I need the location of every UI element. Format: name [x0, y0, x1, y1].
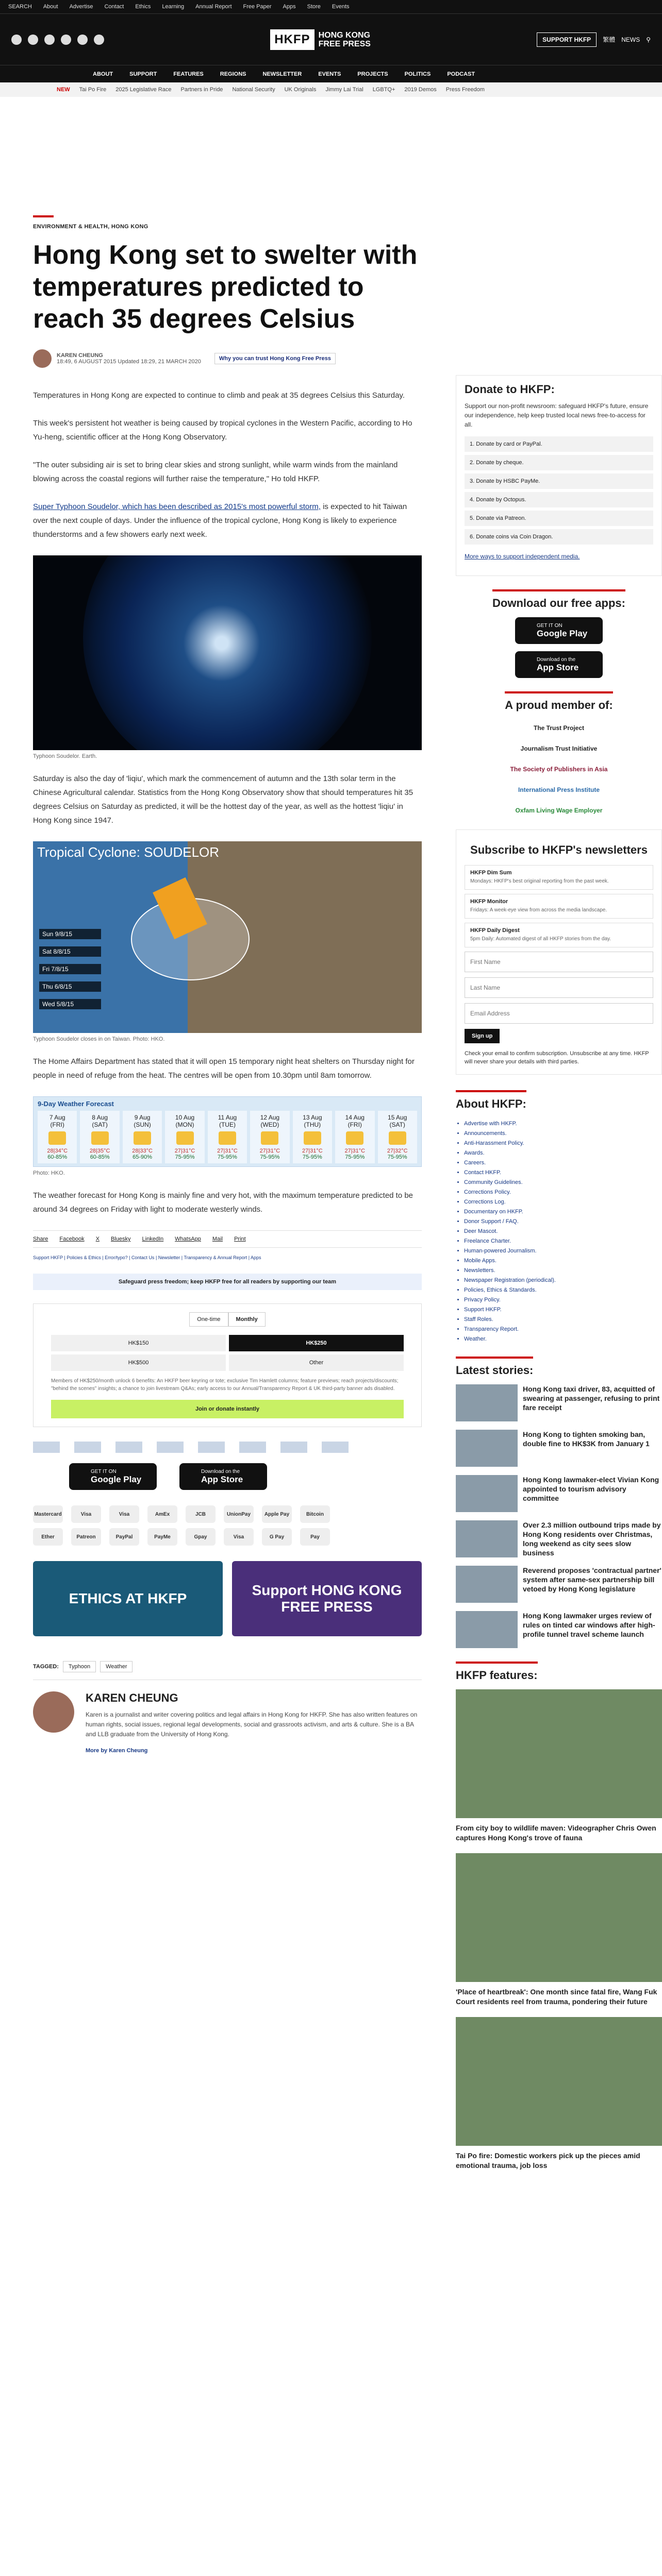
sidebar [456, 97, 662, 2181]
badge-big: Google Play [537, 628, 588, 638]
story-headline[interactable]: Hong Kong lawmaker-elect Vivian Kong appointed to tourism advisory committee [523, 1476, 659, 1502]
story-thumbnail[interactable] [456, 1430, 518, 1467]
site-header [0, 13, 662, 65]
app-store-badge[interactable] [179, 1463, 267, 1490]
forecast-day [378, 1111, 417, 1163]
payment-methods [33, 1505, 422, 1546]
top-utility-bar [0, 0, 662, 13]
about-link[interactable]: • Corrections Policy. [464, 1189, 662, 1196]
newsletter-option[interactable] [465, 865, 653, 890]
paragraph: Saturday is also the day of 'liqiu', which mark the commencement of autumn and the 13th solar term in the Chinese Agricultural calendar. Statistics from the Hong Kong Observatory show that should temperatures hit 35 degrees Celsius on Saturday as predicted, it will be the hottest day of the year, as well as the hottest 'liqiu' in Hong Kong since 1947. [33, 774, 413, 825]
language-link[interactable]: 繁體 [603, 36, 616, 43]
nav-item[interactable]: ABOUT [93, 71, 113, 77]
ethics-promo[interactable]: ETHICS AT HKFP [33, 1561, 223, 1636]
forecast-temp: 27|31°C [259, 1148, 280, 1154]
logo-line: FREE PRESS [318, 39, 371, 48]
image-caption: Typhoon Soudelor closes in on Taiwan. Photo: HKO. [33, 1036, 165, 1042]
about-link[interactable]: • Donor Support / FAQ. [464, 1218, 662, 1226]
payment-logo: AmEx [147, 1505, 177, 1523]
image-caption: Photo: HKO. [33, 1170, 65, 1176]
nav-item[interactable]: SUPPORT [129, 71, 157, 77]
payment-logo: Mastercard [33, 1505, 63, 1523]
more-by-author-link[interactable]: More by Karen Cheung [86, 1748, 148, 1754]
trending-item[interactable]: Press Freedom [445, 87, 485, 93]
trust-button[interactable]: Why you can trust Hong Kong Free Press [214, 353, 336, 364]
topbar-item[interactable]: Events [332, 4, 350, 10]
member-logo[interactable]: The Trust Project [533, 724, 585, 732]
topbar-item[interactable]: Free Paper [243, 4, 272, 10]
partner-logo [198, 1442, 225, 1453]
support-links[interactable]: Support HKFP | Policies & Ethics | Error/typo? | Contact Us | Newsletter | Transparency & Annual Report | Apps [33, 1255, 261, 1260]
latest-story[interactable] [456, 1566, 662, 1603]
trending-bar [0, 82, 662, 97]
about-link[interactable]: • Announcements. [464, 1130, 662, 1138]
image-caption: Typhoon Soudelor. Earth. [33, 753, 97, 759]
forecast-weekday: (THU) [304, 1121, 321, 1128]
topbar-item[interactable]: Annual Report [195, 4, 232, 10]
share-label: Share [33, 1236, 48, 1242]
nav-item[interactable]: FEATURES [173, 71, 204, 77]
share-whatsapp[interactable]: WhatsApp [175, 1236, 201, 1242]
newsletter-box [456, 829, 662, 1075]
feature-story[interactable] [456, 2017, 662, 2171]
weather-icon [261, 1131, 278, 1145]
author-name[interactable]: KAREN CHEUNG [57, 352, 103, 359]
story-thumbnail[interactable] [456, 1520, 518, 1557]
cyclone-track-map [33, 841, 422, 1033]
share-linkedin[interactable]: LinkedIn [142, 1236, 164, 1242]
map-point-label: Sun 9/8/15 [39, 929, 101, 939]
topbar-item[interactable]: Advertise [69, 4, 93, 10]
share-bluesky[interactable]: Bluesky [111, 1236, 131, 1242]
about-link[interactable]: • Newsletters. [464, 1267, 662, 1275]
share-print[interactable]: Print [234, 1236, 246, 1242]
forecast-humidity: 75-95% [387, 1154, 407, 1160]
typhoon-satellite-image [33, 555, 422, 750]
feature-headline[interactable]: From city boy to wildlife maven: Videographer Chris Owen captures Hong Kong's trove of fauna [456, 1824, 656, 1842]
forecast-temp: 27|31°C [217, 1148, 238, 1154]
amount-option[interactable]: Other [229, 1354, 404, 1371]
trending-item[interactable]: 2025 Legislative Race [115, 87, 172, 93]
newsletter-desc: Fridays: A week-eye view from across the media landscape. [470, 907, 607, 913]
forecast-day [80, 1111, 119, 1163]
article-title: Hong Kong set to swelter with temperatures predicted to reach 35 degrees Celsius [33, 240, 418, 334]
sidebar-heading: Latest stories: [456, 1357, 533, 1377]
about-link[interactable]: • Support HKFP. [464, 1306, 662, 1314]
payment-logo: Apple Pay [262, 1505, 292, 1523]
story-thumbnail[interactable] [456, 1566, 518, 1603]
facebook-icon[interactable] [11, 35, 22, 45]
about-link[interactable]: • Newspaper Registration (periodical). [464, 1277, 662, 1284]
article-category[interactable]: ENVIRONMENT & HEALTH, HONG KONG [33, 224, 148, 230]
sidebar-heading: A proud member of: [505, 691, 613, 712]
newsletter-desc: 5pm Daily: Automated digest of all HKFP stories from the day. [470, 936, 611, 942]
about-link[interactable]: • Deer Mascot. [464, 1228, 662, 1235]
tags-label: TAGGED: [33, 1664, 59, 1670]
story-thumbnail[interactable] [456, 1384, 518, 1421]
partner-logo [33, 1442, 60, 1453]
payment-logo: PayMe [147, 1528, 177, 1546]
forecast-weekday: (SAT) [389, 1121, 405, 1128]
google-play-badge[interactable] [515, 617, 603, 644]
support-promo[interactable]: Support HONG KONG FREE PRESS [232, 1561, 422, 1636]
forecast-date: 12 Aug [260, 1114, 280, 1121]
trending-label: NEW [57, 87, 70, 93]
signup-button[interactable]: Sign up [465, 1029, 500, 1043]
forecast-humidity: 75-95% [218, 1154, 237, 1160]
latest-story[interactable] [456, 1520, 662, 1557]
forecast-date: 11 Aug [218, 1114, 237, 1121]
story-headline[interactable]: Hong Kong to tighten smoking ban, double fine to HK$3K from January 1 [523, 1430, 650, 1448]
youtube-icon[interactable] [61, 35, 71, 45]
support-banner[interactable]: Safeguard press freedom; keep HKFP free for all readers by supporting our team [33, 1274, 422, 1290]
sidebar-heading: Donate to HKFP: [465, 383, 555, 396]
forecast-day [38, 1111, 77, 1163]
story-headline[interactable]: Hong Kong lawmaker urges review of rules on tinted car windows after high-profile tunnel travel scheme launch [523, 1612, 655, 1638]
donate-option[interactable]: 4. Donate by Octopus. [465, 492, 653, 507]
about-link[interactable]: • Mobile Apps. [464, 1257, 662, 1265]
member-logo[interactable]: The Society of Publishers in Asia [510, 766, 608, 773]
about-link[interactable]: • Policies, Ethics & Standards. [464, 1286, 662, 1294]
payment-logo: Pay [300, 1528, 330, 1546]
support-hkfp-button[interactable]: SUPPORT HKFP [537, 32, 597, 47]
forecast-date: 7 Aug [49, 1114, 65, 1121]
forecast-humidity: 75-95% [302, 1154, 322, 1160]
forecast-date: 15 Aug [388, 1114, 407, 1121]
author-avatar[interactable] [33, 349, 52, 368]
news-link[interactable]: NEWS [621, 36, 640, 43]
newsletter-desc: Mondays: HKFP's best original reporting from the past week. [470, 878, 609, 884]
badge-small: Download on the [537, 656, 576, 663]
weather-icon [219, 1131, 236, 1145]
forecast-humidity: 65-90% [133, 1154, 153, 1160]
about-link[interactable]: • Advertise with HKFP. [464, 1120, 662, 1128]
paragraph [33, 500, 422, 541]
promo-banners [33, 1561, 422, 1636]
topbar-item[interactable]: Store [307, 4, 321, 10]
payment-logo: Visa [71, 1505, 101, 1523]
nav-item[interactable]: PODCAST [447, 71, 475, 77]
newsletter-option[interactable] [465, 894, 653, 919]
sidebar-heading: HKFP features: [456, 1662, 538, 1682]
donate-sidebar-box [456, 375, 662, 576]
tag[interactable]: Typhoon [63, 1661, 96, 1672]
about-link[interactable]: • Weather. [464, 1335, 662, 1343]
instagram-icon[interactable] [44, 35, 55, 45]
author-bio-text: Karen is a journalist and writer covering politics and legal affairs in Hong Kong for HKFP. She has also written features on human rights, social issues, regional legal developments, social and grassroots activism, and arts & culture. She is a BA and LLB graduate from the University of Hong Kong. [86, 1711, 418, 1738]
paragraph: This week's persistent hot weather is being caused by tropical cyclones in the Western Pacific, according to Ho Yu-heng, scientific officer at the Hong Kong Observatory. [33, 419, 412, 442]
nav-item[interactable]: NEWSLETTER [262, 71, 302, 77]
partner-logo [157, 1442, 184, 1453]
story-thumbnail[interactable] [456, 1611, 518, 1648]
forecast-date: 9 Aug [134, 1114, 151, 1121]
forecast-temp: 27|32°C [387, 1148, 408, 1154]
about-list [456, 1120, 662, 1343]
last-name-input[interactable] [465, 977, 653, 998]
donate-option[interactable]: 1. Donate by card or PayPal. [465, 436, 653, 452]
forecast-temp: 27|31°C [302, 1148, 323, 1154]
partner-logo [74, 1442, 101, 1453]
author-bio [33, 1691, 422, 1755]
weather-icon [304, 1131, 321, 1145]
about-link[interactable]: • Documentary on HKFP. [464, 1208, 662, 1216]
forecast-weekday: (TUE) [219, 1121, 236, 1128]
category-accent [33, 215, 54, 217]
app-store-badge[interactable] [515, 651, 603, 678]
payment-logo: Gpay [186, 1528, 216, 1546]
email-input[interactable] [465, 1003, 653, 1024]
trending-item[interactable]: Jimmy Lai Trial [325, 87, 363, 93]
about-link[interactable]: • Anti-Harassment Policy. [464, 1140, 662, 1147]
member-logo[interactable]: International Press Institute [518, 786, 600, 793]
x-icon[interactable] [28, 35, 38, 45]
payment-logo: PayPal [109, 1528, 139, 1546]
first-name-input[interactable] [465, 952, 653, 972]
donate-text: Support our non-profit newsroom: safeguard HKFP's future, ensure our independence, help keep trusted local news free-to-access for all. [465, 402, 649, 428]
feature-story[interactable] [456, 1689, 662, 1843]
forecast-header: 9-Day Weather Forecast [38, 1100, 114, 1108]
map-point-label: Thu 6/8/15 [39, 981, 101, 992]
member-logo[interactable]: Journalism Trust Initiative [520, 745, 598, 752]
nav-item[interactable]: EVENTS [318, 71, 341, 77]
forecast-temp: 27|31°C [344, 1148, 366, 1154]
trending-item[interactable]: LGBTQ+ [372, 87, 395, 93]
tag[interactable]: Weather [100, 1661, 133, 1672]
about-link[interactable]: • Human-powered Journalism. [464, 1247, 662, 1255]
forecast-weekday: (FRI) [50, 1121, 64, 1128]
about-link[interactable]: • Awards. [464, 1149, 662, 1157]
feature-image[interactable] [456, 2017, 662, 2146]
share-bar [33, 1230, 422, 1248]
donate-option[interactable]: 6. Donate coins via Coin Dragon. [465, 529, 653, 545]
nav-item[interactable]: PROJECTS [357, 71, 388, 77]
threads-icon[interactable] [94, 35, 104, 45]
story-headline[interactable]: Over 2.3 million outbound trips made by Hong Kong residents over Christmas, long weekend as city sees slow business [523, 1521, 661, 1557]
forecast-humidity: 75-95% [260, 1154, 280, 1160]
google-play-badge[interactable] [69, 1463, 157, 1490]
social-links [11, 35, 104, 45]
badge-big: Google Play [91, 1474, 142, 1484]
feature-story[interactable] [456, 1853, 662, 2007]
weather-icon [134, 1131, 151, 1145]
topbar-item[interactable]: Learning [162, 4, 185, 10]
forecast-weekday: (FRI) [347, 1121, 362, 1128]
article-main [33, 97, 422, 2181]
latest-story[interactable] [456, 1384, 662, 1421]
payment-logo: Visa [109, 1505, 139, 1523]
partner-logos [33, 1442, 422, 1453]
member-benefits-note: Members of HK$250/month unlock 6 benefits: An HKFP beer keyring or tote; exclusive Tim Hamlett columns; feature previews; reach projects/discounts; "behind the scenes" insights; a chance to join livestream Q&As; early access to our Annual/Transparency Report & UK third-party banner ads disabled. [51, 1378, 399, 1392]
about-link[interactable]: • Corrections Log. [464, 1198, 662, 1206]
byline [33, 349, 422, 368]
newsletter-name: HKFP Monitor [470, 899, 508, 905]
share-facebook[interactable]: Facebook [59, 1236, 85, 1242]
topbar-item[interactable]: Apps [283, 4, 296, 10]
join-button[interactable]: Join or donate instantly [51, 1400, 404, 1418]
about-link[interactable]: • Careers. [464, 1159, 662, 1167]
forecast-weekday: (WED) [260, 1121, 279, 1128]
latest-story[interactable] [456, 1430, 662, 1467]
feature-headline[interactable]: Tai Po fire: Domestic workers pick up the pieces amid emotional trauma, job loss [456, 2151, 640, 2170]
badge-big: App Store [201, 1474, 243, 1484]
member-logo[interactable]: Oxfam Living Wage Employer [515, 807, 603, 814]
newsletter-title: Subscribe to HKFP's newsletters [470, 843, 648, 856]
weather-icon [48, 1131, 66, 1145]
forecast-day [208, 1111, 247, 1163]
forecast-humidity: 60-85% [90, 1154, 110, 1160]
amount-option-selected[interactable]: HK$250 [229, 1335, 404, 1351]
tag-list [33, 1661, 422, 1680]
payment-logo: Bitcoin [300, 1505, 330, 1523]
sidebar-heading: Download our free apps: [492, 589, 625, 610]
forecast-temp: 28|34°C [47, 1148, 68, 1154]
map-point-label: Sat 8/8/15 [39, 946, 101, 957]
payment-logo: JCB [186, 1505, 216, 1523]
forecast-date: 14 Aug [345, 1114, 365, 1121]
paragraph-text: is expected to hit Taiwan over the next couple of days. Under the influence of the tropical cyclone, Hong Kong is likely to experience thunderstorms and a few showers early next week. [33, 502, 407, 539]
main-nav [0, 65, 662, 82]
payment-logo: Patreon [71, 1528, 101, 1546]
about-link[interactable]: • Staff Roles. [464, 1316, 662, 1324]
latest-story[interactable] [456, 1475, 662, 1512]
forecast-temp: 27|31°C [174, 1148, 195, 1154]
donate-option[interactable]: 2. Donate by cheque. [465, 455, 653, 470]
feature-image[interactable] [456, 1853, 662, 1982]
forecast-day [165, 1111, 204, 1163]
amount-option[interactable]: HK$150 [51, 1335, 226, 1351]
nav-item[interactable]: POLITICS [404, 71, 431, 77]
payment-logo: UnionPay [224, 1505, 254, 1523]
linkedin-icon[interactable] [77, 35, 88, 45]
story-thumbnail[interactable] [456, 1475, 518, 1512]
partner-logo [115, 1442, 142, 1453]
share-x[interactable]: X [95, 1236, 100, 1242]
paragraph: "The outer subsiding air is set to bring clear skies and strong sunlight, while warm winds from the mainland blowing across the coastal regions will further raise the temperature," Ho told HKFP. [33, 461, 398, 483]
payment-logo: G Pay [262, 1528, 292, 1546]
newsletter-name: HKFP Dim Sum [470, 870, 512, 876]
paragraph: Temperatures in Hong Kong are expected to continue to climb and peak at 35 degrees Celsius this Saturday. [33, 391, 405, 400]
forecast-weekday: (SUN) [134, 1121, 151, 1128]
site-logo[interactable] [270, 29, 371, 50]
trending-item[interactable]: National Security [232, 87, 275, 93]
story-headline[interactable]: Hong Kong taxi driver, 83, acquitted of swearing at passenger, refusing to print fare receipt [523, 1385, 660, 1412]
map-point-label: Fri 7/8/15 [39, 964, 101, 974]
weather-icon [389, 1131, 406, 1145]
about-link[interactable]: • Privacy Policy. [464, 1296, 662, 1304]
forecast-humidity: 75-95% [175, 1154, 195, 1160]
paragraph: The weather forecast for Hong Kong is mainly fine and very hot, with the maximum temperature predicted to be around 34 degrees on Friday with light to moderate westerly winds. [33, 1191, 413, 1214]
donate-option[interactable]: 3. Donate by HSBC PayMe. [465, 473, 653, 489]
feature-image[interactable] [456, 1689, 662, 1818]
map-point-label: Wed 5/8/15 [39, 999, 101, 1009]
trending-item[interactable]: UK Originals [284, 87, 317, 93]
author-name[interactable]: KAREN CHEUNG [86, 1691, 178, 1704]
forecast-weekday: (MON) [175, 1121, 194, 1128]
forecast-date: 13 Aug [303, 1114, 322, 1121]
weather-forecast-image [33, 1096, 422, 1167]
paragraph: The Home Affairs Department has stated that it will open 15 temporary night heat shelters on Thursday night for people in need of refuge from the heat. The centres will be open from 10.30pm until 8am tomorrow. [33, 1057, 415, 1080]
topbar-item[interactable]: About [43, 4, 58, 10]
logo-line: HONG KONG [318, 30, 371, 40]
forecast-temp: 28|33°C [132, 1148, 153, 1154]
partner-logo [280, 1442, 307, 1453]
badge-small: GET IT ON [91, 1468, 117, 1475]
payment-logo: Visa [224, 1528, 254, 1546]
sidebar-heading: About HKFP: [456, 1090, 526, 1111]
donate-option[interactable]: 5. Donate via Patreon. [465, 511, 653, 526]
feature-headline[interactable]: 'Place of heartbreak': One month since fatal fire, Wang Fuk Court residents reel from trauma, pondering their future [456, 1988, 657, 2006]
weather-icon [346, 1131, 363, 1145]
latest-story[interactable] [456, 1611, 662, 1648]
forecast-day [250, 1111, 289, 1163]
badge-small: GET IT ON [537, 622, 562, 629]
forecast-day [123, 1111, 162, 1163]
forecast-day [335, 1111, 374, 1163]
partner-logo [322, 1442, 349, 1453]
forecast-date: 10 Aug [175, 1114, 195, 1121]
trending-item[interactable]: 2019 Demos [404, 87, 437, 93]
nav-item[interactable]: REGIONS [220, 71, 246, 77]
logo-box: HKFP [270, 29, 314, 50]
story-headline[interactable]: Reverend proposes 'contractual partner' system after same-sex partnership bill vetoed by Hong Kong legislature [523, 1566, 661, 1593]
author-photo[interactable] [33, 1691, 74, 1733]
article-dates: 18:49, 6 AUGUST 2015 Updated 18:29, 21 MARCH 2020 [57, 359, 201, 365]
forecast-humidity: 60-85% [47, 1154, 68, 1160]
donate-widget [33, 1303, 422, 1427]
badge-small: Download on the [201, 1468, 240, 1475]
weather-icon [176, 1131, 194, 1145]
about-link[interactable]: • Freelance Charter. [464, 1238, 662, 1245]
forecast-weekday: (SAT) [92, 1121, 108, 1128]
topbar-item[interactable]: Ethics [135, 4, 151, 10]
amount-option[interactable]: HK$500 [51, 1354, 226, 1371]
trending-item[interactable]: Tai Po Fire [79, 87, 107, 93]
map-title: Tropical Cyclone: SOUDELOR [37, 844, 220, 860]
newsletter-note: Check your email to confirm subscription. Unsubscribe at any time. HKFP will never share your details with third parties. [465, 1050, 649, 1065]
forecast-temp: 28|35°C [89, 1148, 110, 1154]
weather-icon [91, 1131, 109, 1145]
partner-logo [239, 1442, 266, 1453]
search-icon[interactable]: ⚲ [646, 36, 651, 43]
forecast-date: 8 Aug [92, 1114, 108, 1121]
badge-big: App Store [537, 662, 579, 672]
topbar-item[interactable]: Contact [104, 4, 124, 10]
storm-link[interactable]: Super Typhoon Soudelor, which has been described as 2015's most powerful storm, [33, 502, 321, 511]
about-link[interactable]: • Transparency Report. [464, 1326, 662, 1333]
one-time-toggle[interactable]: One-time [189, 1312, 228, 1327]
forecast-day [293, 1111, 332, 1163]
topbar-item[interactable]: SEARCH [8, 4, 32, 10]
share-mail[interactable]: Mail [212, 1236, 223, 1242]
trending-item[interactable]: Partners in Pride [180, 87, 223, 93]
app-badges [69, 1463, 422, 1490]
newsletter-option[interactable] [465, 923, 653, 947]
about-link[interactable]: • Community Guidelines. [464, 1179, 662, 1187]
about-link[interactable]: • Contact HKFP. [464, 1169, 662, 1177]
payment-logo: Ether [33, 1528, 63, 1546]
monthly-toggle[interactable]: Monthly [228, 1312, 266, 1327]
forecast-humidity: 75-95% [345, 1154, 365, 1160]
newsletter-name: HKFP Daily Digest [470, 927, 520, 934]
more-ways-link[interactable]: More ways to support independent media. [465, 553, 580, 560]
